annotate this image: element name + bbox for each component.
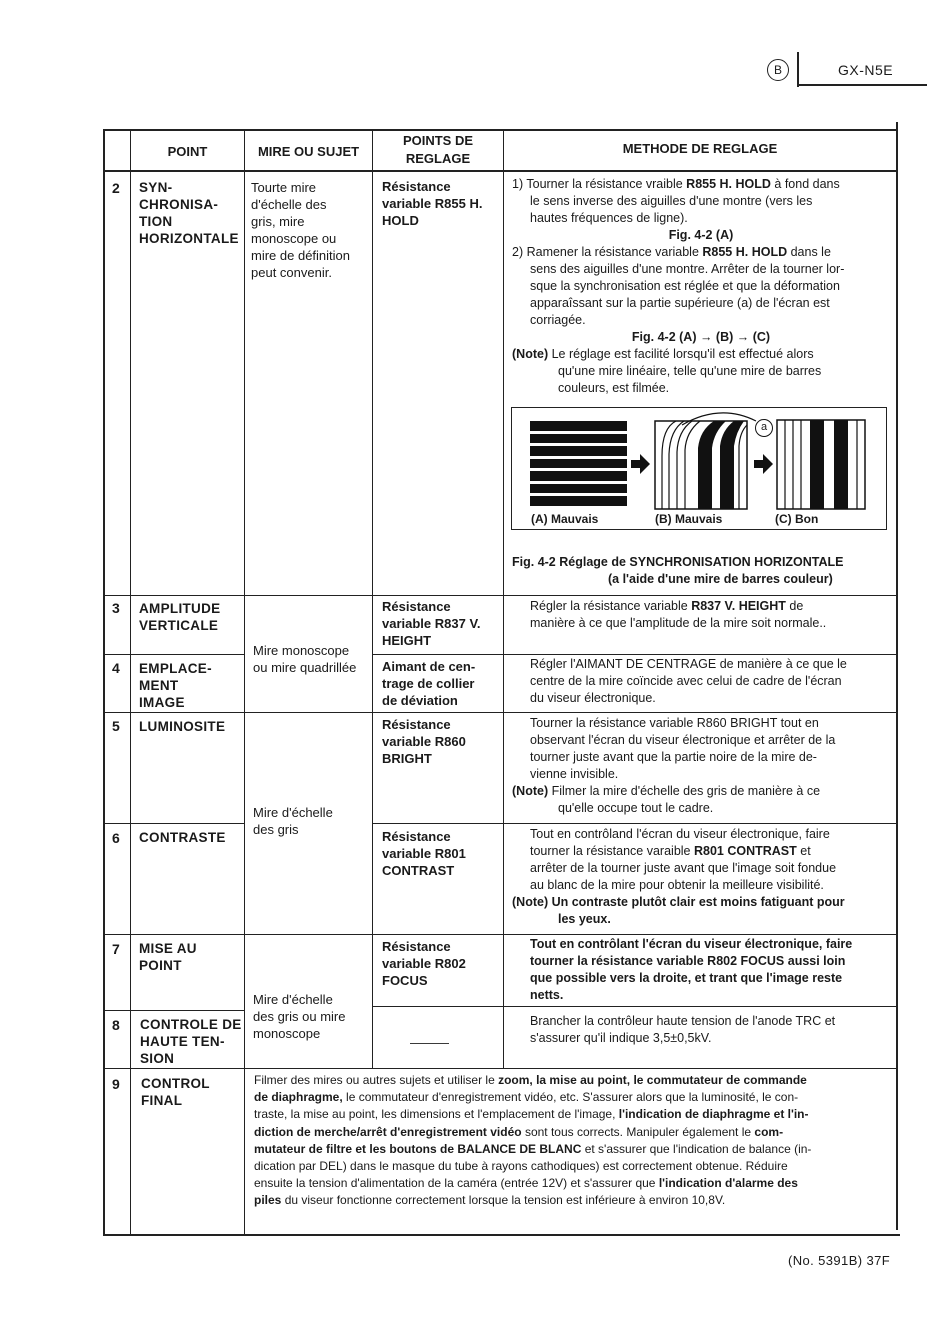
- methode-row-7: [530, 936, 892, 1004]
- mire-line: Mire d'échelle: [253, 805, 333, 820]
- header-point: POINT: [167, 144, 208, 159]
- methode-line: du viseur électronique.: [530, 691, 656, 705]
- reglage-line: BRIGHT: [382, 751, 432, 766]
- reglage-row-6: [382, 828, 500, 879]
- header-points-line1: POINTS DE: [402, 133, 474, 148]
- figure-a-image: [530, 419, 627, 510]
- reglage-line: variable R860: [382, 734, 466, 749]
- figure-caption-line: Fig. 4-2 Réglage de SYNCHRONISATION HORIZONTALE: [512, 555, 844, 569]
- point-emplacement-image: [139, 660, 212, 711]
- point-mise-au-point: [139, 940, 197, 974]
- row-number-9: 9: [112, 1076, 120, 1092]
- reglage-line: variable R855 H.: [382, 196, 483, 211]
- methode-line: Tourner la résistance variable R860 BRIGHT tout en: [530, 716, 819, 730]
- methode-row-4: [530, 656, 892, 707]
- figure-b-image: [654, 416, 749, 510]
- row-sep-8-9: [103, 1068, 897, 1069]
- mire-line: d'échelle des: [251, 197, 327, 212]
- methode-line: observant l'écran du viseur électronique et arrêter de la: [530, 733, 836, 747]
- row-sep-5-6-left: [103, 823, 245, 824]
- row-number-3: 3: [112, 600, 120, 616]
- step-2-line: sque la synchronisation est réglée et que la déformation: [530, 279, 840, 293]
- reglage-line: FOCUS: [382, 973, 428, 988]
- point-line: MISE AU: [139, 941, 197, 956]
- arrow-right-icon: [754, 453, 774, 475]
- final-line: dication par DEL) dans le masque du tube à rayons cathodiques) est correctement obtenue. Réduire: [254, 1159, 788, 1174]
- reglage-row-7: [382, 938, 500, 989]
- reglage-line: de déviation: [382, 693, 458, 708]
- mire-line: Mire monoscope: [253, 643, 350, 658]
- point-line: HAUTE TEN-: [140, 1034, 225, 1049]
- page-footer: (No. 5391B) 37F: [788, 1253, 891, 1268]
- header-mire: MIRE OU SUJET: [257, 144, 360, 159]
- fig-ref-2: Fig. 4-2 (A) → (B) → (C): [631, 330, 771, 344]
- mire-rows-5-6: [253, 804, 371, 838]
- note-line: couleurs, est filmée.: [558, 381, 670, 395]
- row-sep-2-3: [103, 595, 897, 596]
- row-sep-3-4-right: [372, 654, 897, 655]
- reglage-line: Résistance: [382, 939, 451, 954]
- methode-line: Régler l'AIMANT DE CENTRAGE de manière à ce que le: [530, 657, 847, 671]
- row-sep-6-7: [103, 934, 897, 935]
- figure-c-image: [776, 419, 866, 510]
- arrow-right-icon: [631, 453, 651, 475]
- reglage-line: HEIGHT: [382, 633, 432, 648]
- reglage-row-3: [382, 598, 500, 649]
- mire-line: Mire d'échelle: [253, 992, 333, 1007]
- methode-line: arrêter de la tourner juste avant que l'image soit fondue: [530, 861, 837, 875]
- point-controle-haute-tension: [140, 1016, 242, 1067]
- reglage-line: variable R802: [382, 956, 466, 971]
- point-line: MENT: [139, 678, 179, 693]
- point-line: CHRONISA-: [139, 197, 219, 212]
- reglage-line: variable R801: [382, 846, 466, 861]
- reglage-line: HOLD: [382, 213, 419, 228]
- reglage-row-2: [382, 178, 500, 229]
- reglage-row-5: [382, 716, 500, 767]
- methode-line: au blanc de la mire pour obtenir la meilleure visibilité.: [530, 878, 824, 892]
- header-row-bottom: [103, 170, 897, 172]
- point-line: FINAL: [141, 1093, 183, 1108]
- row-number-6: 6: [112, 830, 120, 846]
- reglage-line: variable R837 V.: [382, 616, 481, 631]
- reglage-line: Résistance: [382, 829, 451, 844]
- figure-caption: [512, 554, 890, 588]
- methode-line: Tout en contrôlant l'écran du viseur électronique, faire: [530, 937, 853, 951]
- step-2-line: corriagée.: [530, 313, 586, 327]
- methode-line: manière à ce que l'amplitude de la mire soit normale..: [530, 616, 827, 630]
- point-line: POINT: [139, 958, 182, 973]
- note-line: les yeux.: [558, 912, 611, 926]
- col-line-reglage: [503, 129, 504, 1069]
- point-line: CONTROLE DE: [140, 1017, 242, 1032]
- methode-line: Tout en contrôland l'écran du viseur électronique, faire: [530, 827, 830, 841]
- methode-line: que possible vers la droite, et trant que l'image reste: [530, 971, 843, 985]
- mire-row-2: [251, 179, 371, 281]
- point-luminosite: [139, 718, 225, 735]
- reglage-row-8-dash: ———: [410, 1035, 449, 1050]
- point-line: CONTRASTE: [139, 830, 226, 845]
- point-line: TION: [139, 214, 173, 229]
- row-number-4: 4: [112, 660, 120, 676]
- table-border-right: [896, 122, 898, 1230]
- row-sep-4-5: [103, 712, 897, 713]
- point-contraste: [139, 829, 226, 846]
- point-sync-horizontale: [139, 179, 239, 247]
- mire-line: des gris: [253, 822, 299, 837]
- methode-line: Brancher la contrôleur haute tension de l'anode TRC et: [530, 1014, 836, 1028]
- model-number: GX-N5E: [838, 62, 894, 78]
- row-number-2: 2: [112, 180, 120, 196]
- point-line: CONTROL: [141, 1076, 210, 1091]
- table-border-top: [103, 129, 897, 131]
- reglage-line: CONTRAST: [382, 863, 455, 878]
- note-row-5: (Note) Filmer la mire d'échelle des gris de manière à ce: [512, 784, 821, 798]
- fig-ref-1: Fig. 4-2 (A): [668, 228, 734, 242]
- mire-line: ou mire quadrillée: [253, 660, 357, 675]
- point-amplitude-verticale: [139, 600, 220, 634]
- table-border-bottom: [103, 1234, 900, 1236]
- methode-row-9: Filmer des mires ou autres sujets et utiliser le zoom, la mise au point, le commutateur de commande de diaphragme, le commutateur d'enregistrement vidéo, etc. S'assurer alors que la luminosité, le con- traste, la mise au point, les dimensions et l'emplacement de l'image, l'indication de diaphragme et l'in- diction de merche/arrêt d'enregistrement vidéo sont tous corrects. Manipuler également le com- mutateur de filtre et les boutons de BALANCE DE BLANC et s'assurer que l'indication de balance (in- dication par DEL) dans le masque du tube à rayons cathodiques) est correctement obtenue. Réduire ensuite la tension d'alimentation de la caméra (entrée 12V) et s'assurer que l'indication d'alarme des piles du viseur fonctionne correctement lorsque la tension est inférieure à environ 10,8V.: [254, 1072, 890, 1210]
- mire-rows-3-4: [253, 642, 371, 676]
- reglage-line: Résistance: [382, 599, 451, 614]
- row-number-5: 5: [112, 718, 120, 734]
- mire-line: monoscope: [253, 1026, 321, 1041]
- methode-line: s'assurer qu'il indique 3,5±0,5kV.: [530, 1031, 712, 1045]
- point-line: LUMINOSITE: [139, 719, 226, 734]
- reglage-line: trage de collier: [382, 676, 475, 691]
- methode-line: netts.: [530, 988, 564, 1002]
- point-control-final: [141, 1075, 210, 1109]
- row-sep-7-8-right: [372, 1006, 897, 1007]
- methode-row-3: Régler la résistance variable R837 V. HEIGHT de manière à ce que l'amplitude de la mire soit normale..: [530, 598, 890, 632]
- note-line: qu'elle occupe tout le cadre.: [558, 801, 714, 815]
- point-line: IMAGE: [139, 695, 185, 710]
- step-1-line: le sens inverse des aiguilles d'une montre (vers les: [530, 194, 813, 208]
- methode-line: tourner la résistance variable R802 FOCUS aussi loin: [530, 954, 846, 968]
- reglage-line: Résistance: [382, 179, 451, 194]
- step-2-line: apparaîssant sur la partie supérieure (a) de l'écran est: [530, 296, 830, 310]
- note-row-6: (Note) Un contraste plutôt clair est moins fatiguant pour: [512, 895, 845, 909]
- curve-pointer: [680, 407, 760, 427]
- row-number-7: 7: [112, 941, 120, 957]
- methode-row-6: Tout en contrôland l'écran du viseur électronique, faire tourner la résistance varaible R801 CONTRAST et arrêter de la tourner juste avant que l'image soit fondue au blanc de la mire pour obtenir la meilleure visibilité. (Note) Un contraste plutôt clair est moins fatiguant pour les yeux.: [512, 826, 890, 928]
- methode-line: centre de la mire coïncide avec celui de cadre de l'écran: [530, 674, 842, 688]
- mire-line: monoscope ou: [251, 231, 337, 246]
- figure-label-a: (A) Mauvais: [531, 512, 599, 526]
- point-line: SION: [140, 1051, 175, 1066]
- step-1-line: hautes fréquences de ligne).: [530, 211, 688, 225]
- mire-line: des gris ou mire: [253, 1009, 346, 1024]
- row-number-8: 8: [112, 1017, 120, 1033]
- mire-rows-7-8: [253, 991, 371, 1042]
- point-line: HORIZONTALE: [139, 231, 239, 246]
- figure-label-c: (C) Bon: [775, 512, 819, 526]
- language-badge-letter: B: [773, 63, 782, 77]
- reglage-line: Aimant de cen-: [382, 659, 476, 674]
- header-methode: METHODE DE REGLAGE: [622, 141, 778, 156]
- step-1: 1) Tourner la résistance vraible R855 H. HOLD à fond dans: [512, 177, 840, 191]
- col-line-mire: [372, 129, 373, 1069]
- step-2-line: sens des aiguilles d'une montre. Arrêter de la tourner lor-: [530, 262, 845, 276]
- step-2: 2) Ramener la résistance variable R855 H. HOLD dans le: [512, 245, 831, 259]
- row-sep-3-4-left: [103, 654, 245, 655]
- methode-line: vienne invisible.: [530, 767, 619, 781]
- mire-line: gris, mire: [251, 214, 305, 229]
- figure-label-b: (B) Mauvais: [655, 512, 723, 526]
- note-line: qu'une mire linéaire, telle qu'une mire de barres: [558, 364, 822, 378]
- row-sep-5-6-right: [372, 823, 897, 824]
- figure-caption-line: (a l'aide d'une mire de barres couleur): [608, 572, 833, 586]
- marker-a-letter: a: [760, 421, 768, 433]
- note-row-2: (Note) Le réglage est facilité lorsqu'il est effectué alors: [512, 347, 814, 361]
- point-line: VERTICALE: [139, 618, 219, 633]
- mire-line: mire de définition: [251, 248, 350, 263]
- mire-line: peut convenir.: [251, 265, 332, 280]
- reglage-line: Résistance: [382, 717, 451, 732]
- header-points-line2: REGLAGE: [405, 151, 471, 166]
- methode-line: tourner juste avant que la partie noire de la mire de-: [530, 750, 817, 764]
- row-sep-7-8-left: [103, 1010, 245, 1011]
- methode-row-8: [530, 1013, 892, 1047]
- methode-row-5: [512, 715, 890, 817]
- reglage-row-4: [382, 658, 500, 709]
- point-line: EMPLACE-: [139, 661, 212, 676]
- header-points-reglage: [373, 132, 503, 168]
- marker-a-circle: [755, 419, 773, 437]
- mire-line: Tourte mire: [251, 180, 317, 195]
- methode-row-2: [512, 176, 890, 397]
- point-line: SYN-: [139, 180, 173, 195]
- point-line: AMPLITUDE: [139, 601, 221, 616]
